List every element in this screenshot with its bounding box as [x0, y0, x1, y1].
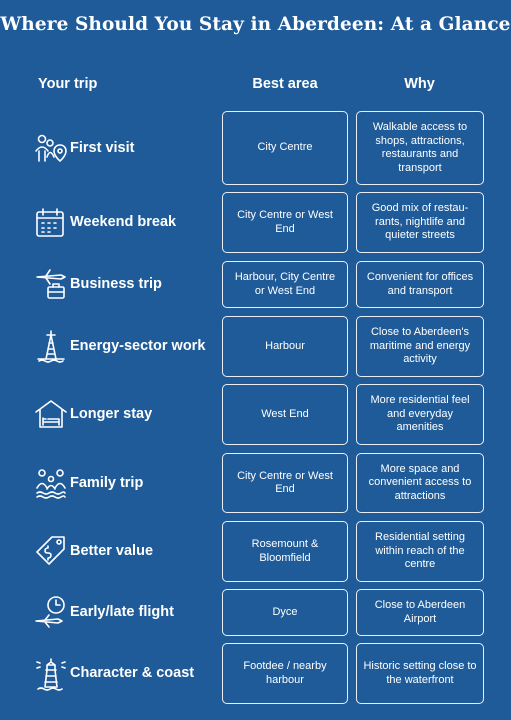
house-bed-icon — [34, 398, 68, 432]
why-cell: More space and convenient access to attractions — [356, 453, 484, 513]
price-tag-icon — [34, 534, 68, 568]
why-cell: Close to Aberdeen Airport — [356, 589, 484, 636]
why-cell: Good mix of restau-rants, nightlife and quieter streets — [356, 192, 484, 253]
best-area-cell: Rosemount & Bloomfield — [222, 521, 348, 582]
table-row — [0, 643, 511, 704]
table-row — [0, 316, 511, 377]
best-area-cell: West End — [222, 384, 348, 445]
best-area-cell: Harbour, City Centre or West End — [222, 261, 348, 308]
trip-label: Weekend break — [70, 214, 177, 230]
plane-briefcase-icon — [34, 267, 68, 301]
trip-label: Character & coast — [70, 665, 195, 681]
table-row — [0, 453, 511, 513]
trip-label: Family trip — [70, 475, 144, 491]
column-header-area: Best area — [252, 76, 318, 92]
best-area-cell: Footdee / nearby harbour — [222, 643, 348, 704]
why-cell: Residential setting within reach of the centre — [356, 521, 484, 582]
why-cell: Walkable access to shops, attractions, restaurants and transport — [356, 111, 484, 185]
best-area-cell: Dyce — [222, 589, 348, 636]
why-cell: Close to Aberdeen's maritime and energy activity — [356, 316, 484, 377]
best-area-cell: City Centre or West End — [222, 192, 348, 253]
why-cell: Convenient for offices and transport — [356, 261, 484, 308]
best-area-cell: City Centre or West End — [222, 453, 348, 513]
best-area-cell: City Centre — [222, 111, 348, 185]
trip-label: Longer stay — [70, 406, 153, 422]
table-row — [0, 521, 511, 582]
table-row — [0, 261, 511, 308]
trip-label: Early/late flight — [70, 604, 174, 620]
family-icon — [34, 466, 68, 500]
trip-label: Better value — [70, 543, 154, 559]
calendar-icon — [34, 206, 68, 240]
why-cell: Historic setting close to the waterfront — [356, 643, 484, 704]
table-row — [0, 589, 511, 636]
plane-clock-icon — [34, 595, 68, 629]
lighthouse-icon — [34, 657, 68, 691]
column-header-why: Why — [404, 76, 435, 92]
table-row — [0, 111, 511, 185]
best-area-cell: Harbour — [222, 316, 348, 377]
trip-label: Business trip — [70, 276, 162, 292]
table-row — [0, 192, 511, 253]
why-cell: More residential feel and everyday amenities — [356, 384, 484, 445]
trip-label: Energy-sector work — [70, 338, 206, 354]
trip-label: First visit — [70, 140, 135, 156]
page-title: Where Should You Stay in Aberdeen: At a Glance — [0, 14, 511, 35]
column-header-trip: Your trip — [38, 76, 98, 92]
oil-rig-icon — [34, 329, 68, 363]
table-row — [0, 384, 511, 445]
people-location-icon — [34, 131, 68, 165]
